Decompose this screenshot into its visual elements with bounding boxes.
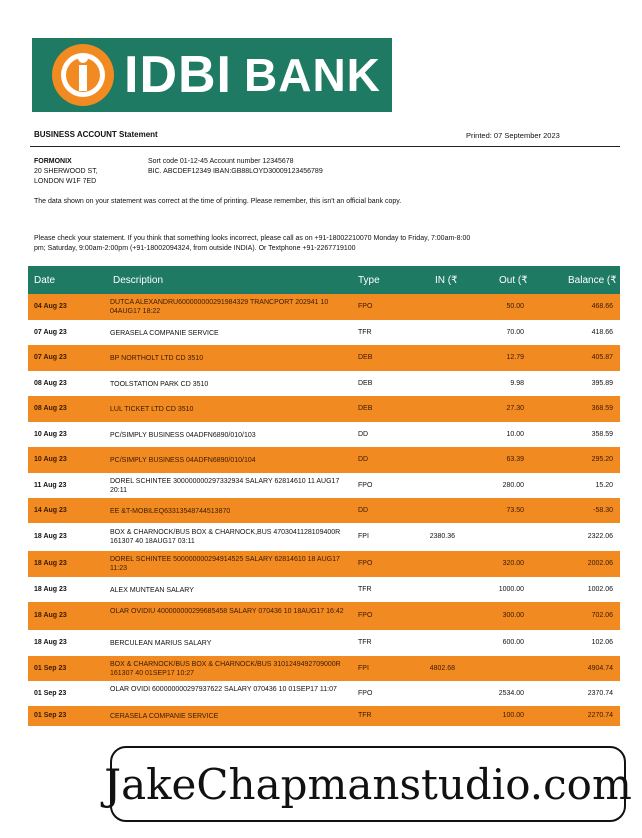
cell-description: ALEX MUNTEAN SALARY (110, 587, 194, 594)
cell-balance: -58.30 (593, 507, 613, 514)
watermark (104, 746, 632, 822)
cell-out: 50.00 (506, 303, 524, 310)
cell-balance: 358.59 (591, 431, 613, 438)
cell-balance: 2322.06 (587, 533, 613, 540)
cell-date: 11 Aug 23 (34, 482, 67, 489)
cell-out: 9.98 (510, 380, 524, 387)
cell-description: DOREL SCHINTEE 500000000294914525 SALARY 62814610 18 AUG17 11:23 (110, 556, 340, 572)
table-row (28, 320, 620, 345)
cell-type: TFR (358, 712, 372, 719)
cell-description: GERASELA COMPANIE SERVICE (110, 330, 219, 337)
cell-balance: 368.59 (591, 405, 613, 412)
cell-balance: 405.87 (591, 354, 613, 361)
cell-date: 01 Sep 23 (34, 690, 67, 697)
logo-wordmark (124, 44, 381, 106)
cell-description: DOREL SCHINTEE 300000000297332934 SALARY 62814610 11 AUG17 20:11 (110, 478, 340, 494)
header-in: IN (₹ (435, 275, 458, 286)
cell-date: 18 Aug 23 (34, 639, 67, 646)
header-type: Type (358, 275, 380, 286)
header-out: Out (₹ (499, 275, 528, 286)
cell-date: 10 Aug 23 (34, 456, 67, 463)
table-row (28, 523, 620, 551)
cell-type: FPI (358, 665, 369, 672)
customer-address (34, 157, 98, 187)
bank-logo (32, 38, 392, 112)
cell-balance: 2002.06 (587, 560, 613, 567)
cell-balance: 395.89 (591, 380, 613, 387)
cell-out: 600.00 (502, 639, 524, 646)
cell-out: 280.00 (502, 482, 524, 489)
cell-date: 01 Sep 23 (34, 665, 67, 672)
cell-out: 100.00 (502, 712, 524, 719)
logo-word-bank: BANK (244, 49, 381, 101)
cell-description: PC/SIMPLY BUSINESS 04ADFN6890/010/103 (110, 432, 256, 439)
cell-description: BOX & CHARNOCK/BUS BOX & CHARNOCK,BUS 4703041128109400R 161307 40 18AUG17 03:11 (110, 529, 341, 545)
cell-type: FPO (358, 303, 373, 310)
table-row (28, 656, 620, 681)
cell-in: 2380.36 (429, 533, 455, 540)
cell-out: 10.00 (506, 431, 524, 438)
cell-description: TOOLSTATION PARK CD 3510 (110, 381, 209, 388)
cell-date: 18 Aug 23 (34, 533, 67, 540)
cell-out: 300.00 (502, 612, 524, 619)
table-row (28, 551, 620, 577)
cell-date: 08 Aug 23 (34, 405, 67, 412)
cell-balance: 702.06 (591, 612, 613, 619)
cell-date: 04 Aug 23 (34, 303, 67, 310)
cell-in: 4802.68 (429, 665, 455, 672)
cell-description: BERCULEAN MARIUS SALARY (110, 640, 212, 647)
cell-out: 73.50 (506, 507, 524, 514)
table-header (28, 266, 620, 294)
cell-out: 2534.00 (498, 690, 524, 697)
cell-description: BP NORTHOLT LTD CD 3510 (110, 355, 204, 362)
cell-type: FPO (358, 560, 373, 567)
cell-type: FPI (358, 533, 369, 540)
cell-date: 01 Sep 23 (34, 712, 67, 719)
table-row (28, 345, 620, 371)
cell-description: LUL TICKET LTD CD 3510 (110, 406, 194, 413)
transactions-table (28, 266, 620, 726)
address-line-2: LONDON W1F 7ED (34, 178, 97, 185)
cell-description: CERASELA COMPANIE SERVICE (110, 713, 219, 720)
cell-type: FPO (358, 612, 373, 619)
cell-description: OLAR OVIDIU 400000000299685458 SALARY 070436 10 18AUG17 16:42 (110, 608, 344, 615)
table-row (28, 681, 620, 706)
cell-description: PC/SIMPLY BUSINESS 04ADFN6890/010/104 (110, 457, 256, 464)
customer-name: FORMONIX (34, 158, 72, 165)
table-row (28, 396, 620, 422)
check-statement-note: Please check your statement. If you think that something looks incorrect, please call as on +91-18002210070 Monday to Friday, 7:00am-8:00 pm; Saturday, 9:00am-2:00pm (+91-18002094324, from outside INDIA). Or Textphone +91-2267719100 (34, 235, 471, 252)
header-balance: Balance (₹ (568, 275, 617, 286)
cell-description: OLAR OVIDI 600000000297937622 SALARY 070436 10 01SEP17 11:07 (110, 686, 337, 693)
cell-date: 07 Aug 23 (34, 329, 67, 336)
cell-type: DD (358, 431, 369, 438)
cell-date: 07 Aug 23 (34, 354, 67, 361)
printed-date: Printed: 07 September 2023 (466, 131, 560, 140)
cell-description: BOX & CHARNOCK/BUS BOX & CHARNOCK/BUS 3101249492709000R 161307 40 01SEP17 10:27 (110, 661, 341, 677)
cell-type: TFR (358, 329, 372, 336)
cell-type: DEB (358, 380, 373, 387)
cell-description: DUTCA ALEXANDRU600000000291984329 TRANCPORT 202941 10 04AUG17 18:22 (110, 299, 329, 315)
cell-out: 320.00 (502, 560, 524, 567)
cell-balance: 418.66 (591, 329, 613, 336)
account-details (148, 157, 323, 177)
table-row (28, 473, 620, 498)
table-row (28, 371, 620, 396)
cell-type: FPO (358, 482, 373, 489)
cell-type: DD (358, 507, 369, 514)
cell-type: DEB (358, 354, 373, 361)
cell-balance: 4904.74 (587, 665, 613, 672)
table-row (28, 630, 620, 656)
cell-type: DD (358, 456, 369, 463)
address-line-1: 20 SHERWOOD ST, (34, 168, 98, 175)
cell-type: DEB (358, 405, 373, 412)
cell-balance: 15.20 (595, 482, 613, 489)
cell-out: 63.39 (506, 456, 524, 463)
account-line-1: Sort code 01-12-45 Account number 12345678 (148, 158, 294, 165)
cell-balance: 1002.06 (587, 586, 613, 593)
cell-out: 12.79 (506, 354, 524, 361)
account-line-2: BIC. ABCDEF12349 IBAN:GB88LOYD30009123456789 (148, 168, 323, 175)
table-body (28, 294, 620, 726)
cell-type: FPO (358, 690, 373, 697)
cell-date: 10 Aug 23 (34, 431, 67, 438)
cell-out: 70.00 (506, 329, 524, 336)
cell-balance: 2270.74 (587, 712, 613, 719)
table-row (28, 577, 620, 602)
cell-out: 27.30 (506, 405, 524, 412)
cell-type: TFR (358, 586, 372, 593)
table-row (28, 294, 620, 320)
idbi-emblem-icon (50, 41, 116, 109)
header-divider (30, 146, 620, 147)
cell-date: 18 Aug 23 (34, 560, 67, 567)
statement-title: BUSINESS ACCOUNT Statement (34, 130, 158, 139)
logo-word-idbi: IDBI (124, 46, 232, 104)
header-date: Date (34, 275, 56, 286)
watermark-text: JakeChapmanstudio.com (104, 759, 632, 809)
printing-note: The data shown on your statement was correct at the time of printing. Please remember, this isn't an official bank copy. (34, 198, 402, 205)
table-row (28, 706, 620, 726)
cell-balance: 2370.74 (587, 690, 613, 697)
cell-date: 18 Aug 23 (34, 612, 67, 619)
cell-date: 18 Aug 23 (34, 586, 67, 593)
cell-date: 14 Aug 23 (34, 507, 67, 514)
cell-balance: 295.20 (591, 456, 613, 463)
cell-balance: 102.06 (591, 639, 613, 646)
cell-out: 1000.00 (498, 586, 524, 593)
table-row (28, 422, 620, 447)
table-row (28, 447, 620, 473)
cell-balance: 468.66 (591, 303, 613, 310)
cell-date: 08 Aug 23 (34, 380, 67, 387)
table-row (28, 498, 620, 523)
cell-type: TFR (358, 639, 372, 646)
table-row (28, 602, 620, 630)
cell-description: EE &T-MOBILEQ63313548744513870 (110, 508, 231, 515)
header-description: Description (113, 275, 164, 286)
